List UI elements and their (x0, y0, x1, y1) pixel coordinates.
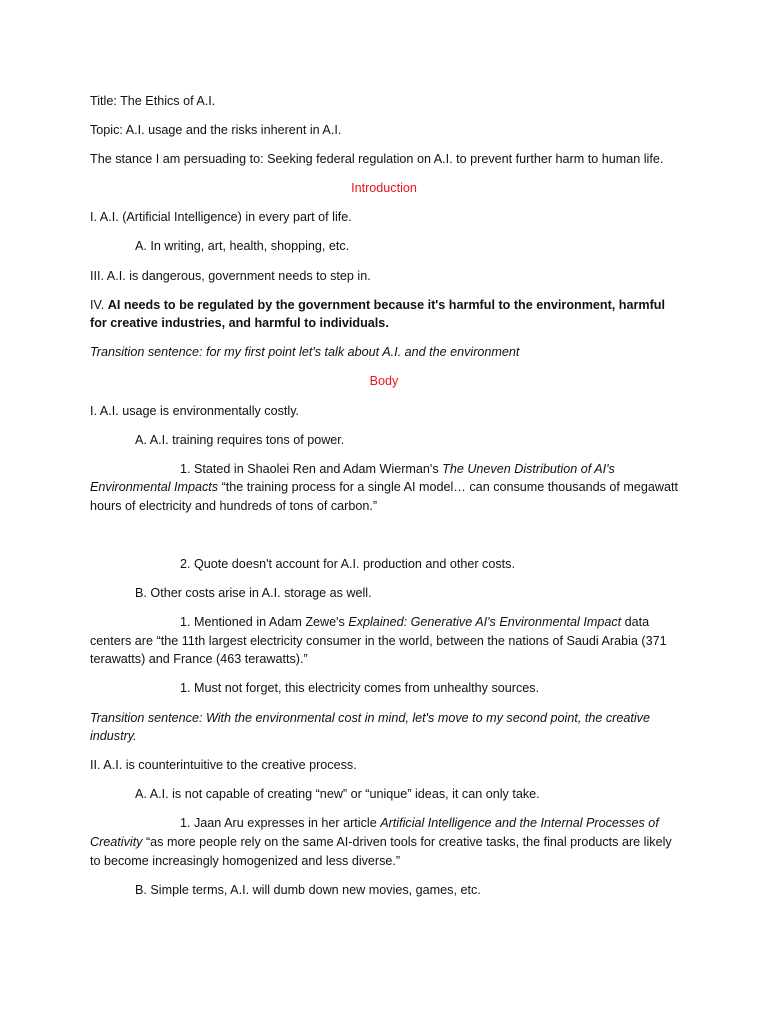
stance-line: The stance I am persuading to: Seeking federal regulation on A.I. to prevent further harm to human life. (90, 152, 664, 167)
introduction-heading: Introduction (351, 181, 417, 196)
cited-title: Explained: Generative AI's Environmental Impact (348, 615, 622, 630)
body-point-1b1b: 1. Must not forget, this electricity comes from unhealthy sources. (180, 681, 540, 696)
body-point-2b: B. Simple terms, A.I. will dumb down new movies, games, etc. (135, 882, 481, 897)
intro-point-4-thesis (90, 296, 678, 333)
body-point-1: I. A.I. usage is environmentally costly. (90, 403, 300, 418)
blank-line (90, 526, 678, 555)
body-point-2a1: 1. Jaan Aru expresses in her article Artificial Intelligence and the Internal Processes of Creativity “as more people rely on the same AI-driven tools for creative tasks, the final products are likely to become increasingly homogenized and less diverse.” (90, 816, 672, 868)
body-point-1a: A. A.I. training requires tons of power. (135, 432, 345, 447)
body-heading: Body (369, 374, 399, 389)
thesis-prefix: IV. (90, 297, 108, 312)
intro-point-1a: A. In writing, art, health, shopping, etc. (135, 239, 350, 254)
intro-point-1: I. A.I. (Artificial Intelligence) in every part of life. (90, 210, 352, 225)
body-point-1b: B. Other costs arise in A.I. storage as well. (135, 586, 372, 601)
title-line: Title: The Ethics of A.I. (90, 94, 216, 108)
transition-sentence-1: Transition sentence: for my first point let's talk about A.I. and the environment (90, 345, 520, 360)
body-point-1a1: 1. Stated in Shaolei Ren and Adam Wierman's The Uneven Distribution of AI's Environmental Impacts “the training process for a single AI model… can consume thousands of megawatt hours of electricity and hundreds of tons of carbon.” (90, 461, 679, 513)
topic-line: Topic: A.I. usage and the risks inherent in A.I. (90, 123, 342, 138)
cited-title: Artificial Intelligence and the Internal Processes of Creativity (90, 816, 659, 850)
intro-point-3: III. A.I. is dangerous, government needs to step in. (90, 268, 371, 283)
body-point-2: II. A.I. is counterintuitive to the creative process. (90, 758, 357, 773)
thesis-statement: AI needs to be regulated by the government because it's harmful to the environment, harmful for creative industries, and harmful to individuals. (90, 297, 665, 331)
body-point-1b1: 1. Mentioned in Adam Zewe's Explained: Generative AI's Environmental Impact data centers are “the 11th largest electricity consumer in the world, between the nations of Saudi Arabia (371 terawatts) and France (463 terawatts).” (90, 615, 667, 667)
body-point-2a: A. A.I. is not capable of creating “new” or “unique” ideas, it can only take. (135, 787, 540, 802)
transition-sentence-2: Transition sentence: With the environmental cost in mind, let's move to my second point, the creative industry. (90, 710, 650, 744)
cited-title: The Uneven Distribution of AI's Environmental Impacts (90, 461, 615, 495)
body-point-1a2: 2. Quote doesn't account for A.I. production and other costs. (180, 557, 515, 571)
